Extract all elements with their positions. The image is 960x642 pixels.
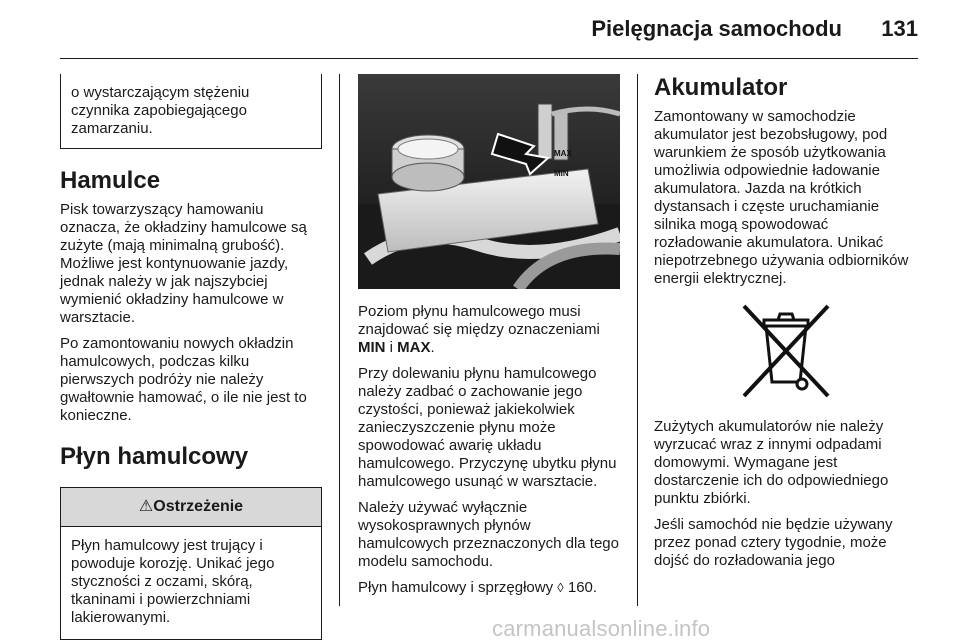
warning-title: Ostrzeżenie (153, 498, 244, 515)
column-right (654, 74, 918, 578)
brake-fluid-reservoir-illustration (358, 74, 620, 289)
warning-triangle-icon: ⚠ (138, 498, 154, 515)
column-divider-1 (339, 74, 340, 606)
fluid-level-paragraph: Poziom płynu hamulcowego musi znajdować się między oznaczeniami MIN i MAX. (358, 303, 600, 356)
warning-header (61, 488, 321, 527)
page-reference-arrow-icon[interactable]: ◊ (557, 580, 564, 595)
section-heading-brakes: Hamulce (60, 167, 161, 194)
continued-note-text: o wystarczającym stężeniu czynnika zapobiegającego zamarzaniu. (71, 84, 250, 137)
running-header-title: Pielęgnacja samochodu (591, 16, 842, 41)
brakes-paragraph-1: Pisk towarzyszący hamowaniu oznacza, że okładziny hamulcowe są zużyte (mają minimalną grubość). Możliwe jest kontynuowanie jazdy, jednak należy w jak najszybciej wymienić okładziny hamulcowe w warsztacie. (60, 201, 307, 326)
continued-note-box (60, 74, 322, 149)
page-number: 131 (881, 16, 918, 41)
section-heading-brake-fluid: Płyn hamulcowy (60, 443, 249, 470)
brakes-paragraph-2: Po zamontowaniu nowych okładzin hamulcowych, podczas kilku pierwszych podróży nie należy gwałtownie hamować, o ile nie jest to konieczne. (60, 335, 307, 424)
warning-body (61, 527, 321, 639)
section-heading-battery: Akumulator (654, 74, 788, 101)
column-left (60, 74, 322, 640)
min-label: MIN (358, 339, 386, 356)
crossed-out-wheelie-bin-icon (736, 300, 836, 402)
column-middle (358, 74, 620, 605)
battery-paragraph-2: Zużytych akumulatorów nie należy wyrzucać wraz z innymi odpadami domowymi. Wymagane jest dostarczenie ich do odpowiedniego punktu zbiórki. (654, 418, 889, 507)
max-mark-label: MAX (554, 149, 572, 158)
warning-text: Płyn hamulcowy jest trujący i powoduje korozję. Unikać jego styczności z oczami, skórą, tkaninami i powierzchniami lakierowanymi. (71, 537, 275, 626)
header-divider (60, 58, 918, 59)
max-label: MAX (397, 339, 431, 356)
refill-paragraph: Przy dolewaniu płynu hamulcowego należy zadbać o zachowanie jego czystości, ponieważ jakiekolwiek zanieczyszczenie płynu może spowodować awarię układu hamulcowego. Przyczynę ubytku płynu hamulcowego usunąć w warsztacie. (358, 365, 617, 490)
battery-paragraph-1: Zamontowany w samochodzie akumulator jest bezobsługowy, pod warunkiem że sposób użytkowania umożliwia odpowiednie ładowanie akumulatora. Jazda na krótkich dystansach i częste uruchamianie silnika mogą spowodować rozładowanie akumulatora. Unikać niepotrzebnego używania odbiorników energii elektrycznej. (654, 108, 909, 287)
warning-box (60, 487, 322, 640)
column-divider-2 (637, 74, 638, 606)
cross-reference-paragraph: Płyn hamulcowy i sprzęgłowy ◊ 160. (358, 579, 598, 596)
battery-paragraph-3: Jeśli samochód nie będzie używany przez ponad cztery tygodnie, może dojść do rozładowania jego (654, 516, 893, 569)
watermark: carmanualsonline.info (492, 616, 711, 641)
min-mark-label: MIN (554, 169, 569, 178)
page-reference-link[interactable]: 160. (563, 579, 598, 596)
fluid-spec-paragraph: Należy używać wyłącznie wysokosprawnych płynów hamulcowych przeznaczonych dla tego modelu samochodu. (358, 499, 619, 570)
